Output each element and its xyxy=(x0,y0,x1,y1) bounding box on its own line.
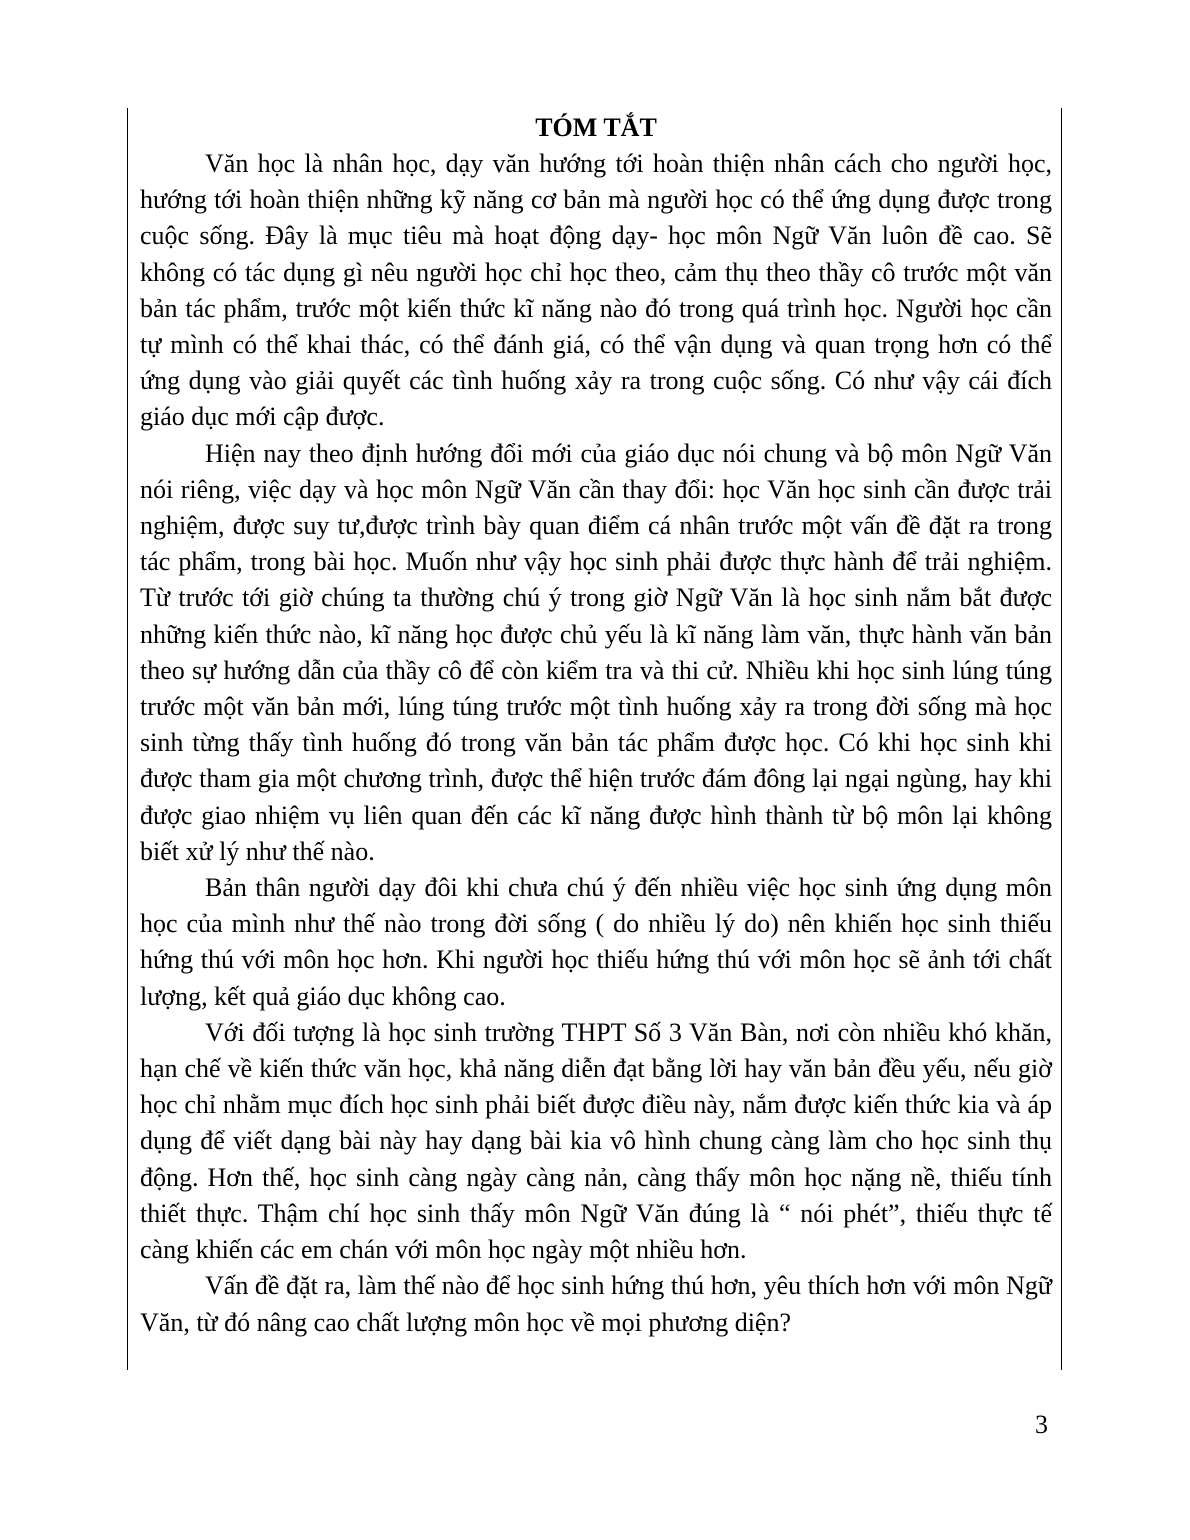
page-border-right xyxy=(1061,108,1062,1370)
paragraph-3: Bản thân người dạy đôi khi chưa chú ý đến nhiều việc học sinh ứng dụng môn học của mình như thế nào trong đời sống ( do nhiều lý do) nên khiến học sinh thiếu hứng thú với môn học hơn. Khi người học thiếu hứng thú với môn học sẽ ảnh tới chất lượng, kết quả giáo dục không cao. xyxy=(140,873,1052,1011)
paragraph-5: Vấn đề đặt ra, làm thế nào để học sinh hứng thú hơn, yêu thích hơn với môn Ngữ Văn, từ đó nâng cao chất lượng môn học về mọi phương diện? xyxy=(140,1271,1052,1337)
paragraph-1: Văn học là nhân học, dạy văn hướng tới hoàn thiện nhân cách cho người học, hướng tới hoàn thiện những kỹ năng cơ bản mà người học có thể ứng dụng được trong cuộc sống. Đây là mục tiêu mà hoạt động dạy- học môn Ngữ Văn luôn đề cao. Sẽ không có tác dụng gì nêu người học chỉ học theo, cảm thụ theo thầy cô trước một văn bản tác phẩm, trước một kiến thức kĩ năng nào đó trong quá trình học. Người học cần tự mình có thể khai thác, có thể đánh giá, có thể vận dụng và quan trọng hơn có thể ứng dụng vào giải quyết các tình huống xảy ra trong cuộc sống. Có như vậy cái đích giáo dục mới cập được. xyxy=(140,149,1052,432)
paragraph-2: Hiện nay theo định hướng đổi mới của giáo dục nói chung và bộ môn Ngữ Văn nói riêng, việc dạy và học môn Ngữ Văn cần thay đổi: học Văn học sinh cần được trải nghiệm, được suy tư,được trình bày quan điểm cá nhân trước một vấn đề đặt ra trong tác phẩm, trong bài học. Muốn như vậy học sinh phải được thực hành để trải nghiệm. Từ trước tới giờ chúng ta thường chú ý trong giờ Ngữ Văn là học sinh nắm bắt được những kiến thức nào, kĩ năng học được chủ yếu là kĩ năng làm văn, thực hành văn bản theo sự hướng dẫn của thầy cô để còn kiểm tra và thi cử. Nhiều khi học sinh lúng túng trước một văn bản mới, lúng túng trước một tình huống xảy ra trong đời sống mà học sinh từng thấy tình huống đó trong văn bản tác phẩm được học. Có khi học sinh khi được tham gia một chương trình, được thể hiện trước đám đông lại ngại ngùng, hay khi được giao nhiệm vụ liên quan đến các kĩ năng được hình thành từ bộ môn lại không biết xử lý như thế nào. xyxy=(140,438,1052,866)
document-body xyxy=(140,110,1052,1341)
page-border-left xyxy=(127,108,128,1370)
document-title: TÓM TẮT xyxy=(535,113,657,142)
paragraph-4: Với đối tượng là học sinh trường THPT Số 3 Văn Bàn, nơi còn nhiều khó khăn, hạn chế về kiến thức văn học, khả năng diễn đạt bằng lời hay văn bản đều yếu, nếu giờ học chỉ nhằm mục đích học sinh phải biết được điều này, nắm được kiến thức kia và áp dụng để viết dạng bài này hay dạng bài kia vô hình chung càng làm cho học sinh thụ động. Hơn thế, học sinh càng ngày càng nản, càng thấy môn học nặng nề, thiếu tính thiết thực. Thậm chí học sinh thấy môn Ngữ Văn đúng là “ nói phét”, thiếu thực tế càng khiến các em chán với môn học ngày một nhiều hơn. xyxy=(140,1017,1052,1265)
page-number: 3 xyxy=(1035,1410,1048,1439)
